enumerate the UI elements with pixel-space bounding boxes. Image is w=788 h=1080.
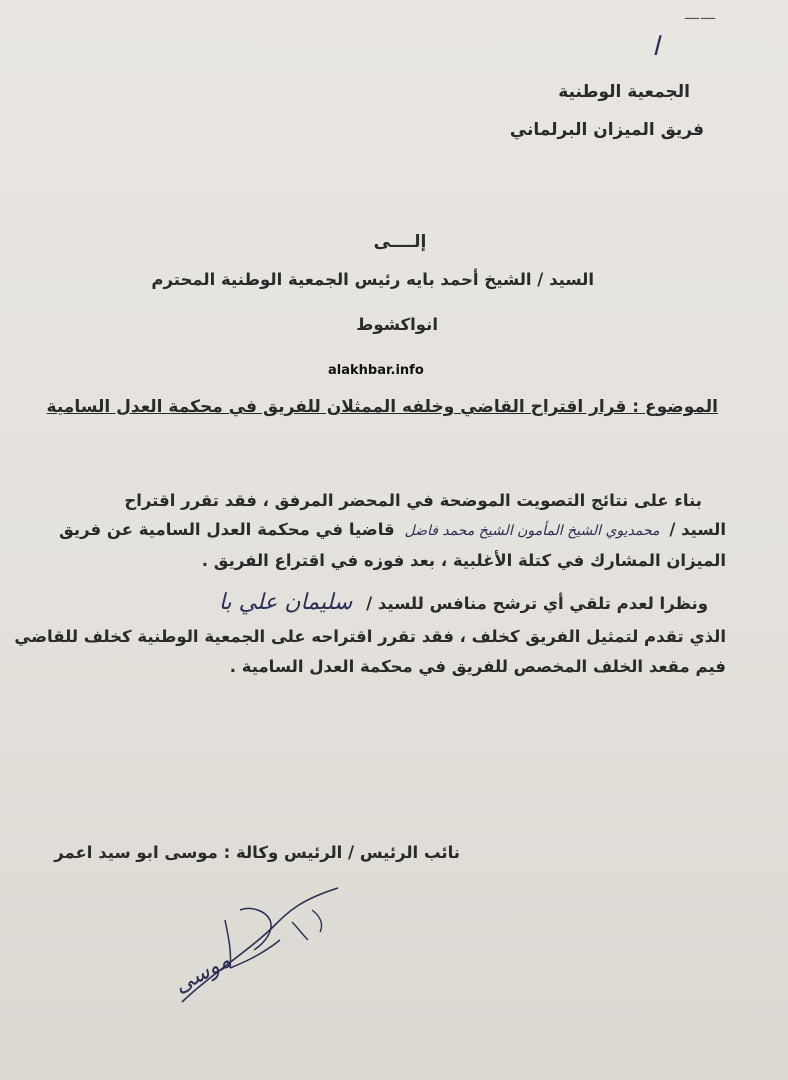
paragraph-1-line-2	[59, 515, 726, 546]
paragraph-2-line-3: فيم مقعد الخلف المخصص للفريق في محكمة العدل السامية .	[229, 657, 726, 676]
paragraph-1-line-1: بناء على نتائج التصويت الموضحة في المحضر المرفق ، فقد تقرر اقتراح	[124, 491, 702, 510]
to-label: إلــــى	[373, 232, 427, 252]
paragraph-2-line-1	[219, 588, 708, 618]
handwritten-deputy-name: سليمان علي با	[218, 590, 353, 615]
corner-mark: ا	[652, 32, 660, 62]
handwritten-judge-name: محمديوي الشيخ المأمون الشيخ محمد فاضل	[404, 523, 660, 539]
watermark: alakhbar.info	[328, 363, 424, 378]
signatory-line: نائب الرئيس / الرئيس وكالة : موسى ابو سيد اعمر	[54, 843, 460, 862]
paragraph-2-line-2: الذي تقدم لتمثيل الفريق كخلف ، فقد تقرر اقتراحه على الجمعية الوطنية كخلف للقاضي	[14, 627, 726, 646]
org-name: الجمعية الوطنية	[558, 82, 690, 102]
line-start: ونظرا لعدم تلقي أي ترشح منافس للسيد /	[366, 594, 708, 613]
title-prefix: السيد /	[669, 520, 726, 539]
page-mark: ——	[684, 8, 716, 27]
recipient-city: انواكشوط	[356, 315, 438, 334]
line-2-rest: قاضيا في محكمة العدل السامية عن فريق	[59, 520, 395, 539]
paragraph-1-line-3: الميزان المشارك في كتلة الأغلبية ، بعد فوزه في اقتراع الفريق .	[201, 551, 726, 570]
subject-line: الموضوع : قرار اقتراح القاضي وخلفه الممثلان للفريق في محكمة العدل السامية	[46, 397, 718, 417]
signature	[170, 880, 350, 1010]
group-name: فريق الميزان البرلماني	[509, 120, 704, 140]
signature-text: موسى	[170, 948, 235, 999]
recipient-name: السيد / الشيخ أحمد بايه رئيس الجمعية الوطنية المحترم	[151, 270, 594, 289]
